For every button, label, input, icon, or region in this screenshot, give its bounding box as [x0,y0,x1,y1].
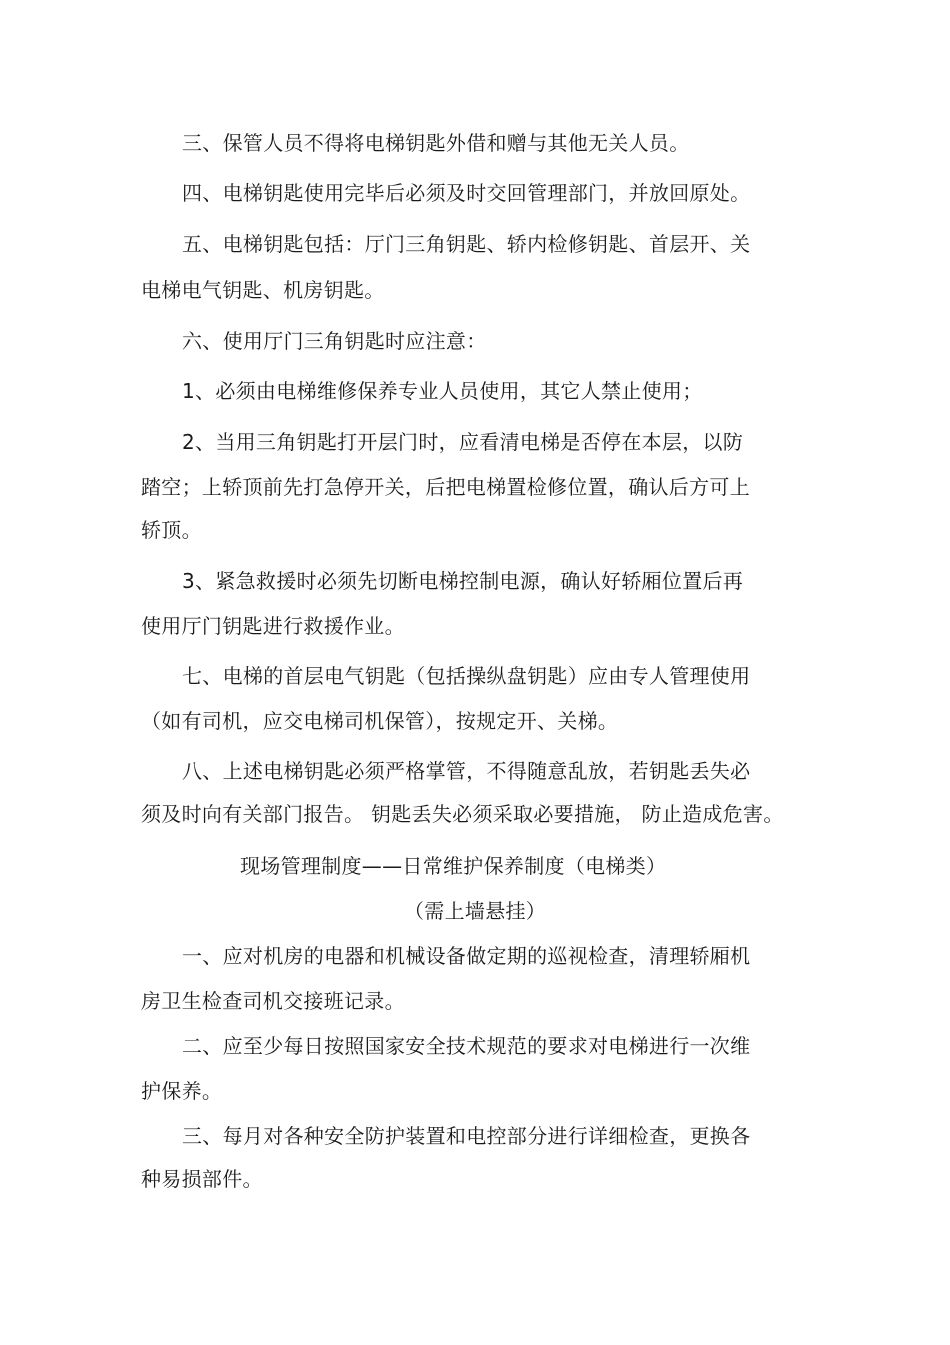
paragraph-line: 电梯电气钥匙、机房钥匙。 [141,278,385,302]
paragraph-line: 六、使用厅门三角钥匙时应注意： [182,329,487,353]
paragraph-line: 七、电梯的首层电气钥匙（包括操纵盘钥匙）应由专人管理使用 [182,664,751,688]
paragraph-line: 一、应对机房的电器和机械设备做定期的巡视检查，清理轿厢机 [182,944,751,968]
paragraph-line: 三、每月对各种安全防护装置和电控部分进行详细检查，更换各 [182,1124,751,1148]
paragraph-line: （如有司机，应交电梯司机保管），按规定开、关梯。 [141,709,619,733]
paragraph-line: 四、电梯钥匙使用完毕后必须及时交回管理部门，并放回原处。 [182,181,751,205]
paragraph-line: 踏空；上轿顶前先打急停开关，后把电梯置检修位置，确认后方可上 [141,475,750,499]
paragraph-line: 1、必须由电梯维修保养专业人员使用，其它人禁止使用； [182,379,703,403]
paragraph-line: 轿顶。 [141,518,202,542]
paragraph-line: 使用厅门钥匙进行救援作业。 [141,614,405,638]
paragraph-line: 房卫生检查司机交接班记录。 [141,989,405,1013]
paragraph-line: 种易损部件。 [141,1167,263,1191]
paragraph-line: 五、电梯钥匙包括：厅门三角钥匙、轿内检修钥匙、首层开、关 [182,232,751,256]
paragraph-line: 2、当用三角钥匙打开层门时，应看清电梯是否停在本层，以防 [182,430,744,454]
section-subtitle: （需上墙悬挂） [404,899,547,923]
paragraph-line: 护保养。 [141,1079,223,1103]
paragraph-line: 须及时向有关部门报告。 钥匙丢失必须采取必要措施， 防止造成危害。 [141,802,784,826]
paragraph-line: 八、上述电梯钥匙必须严格掌管，不得随意乱放，若钥匙丢失必 [182,759,751,783]
section-title: 现场管理制度——日常维护保养制度（电梯类） [240,854,667,878]
paragraph-line: 三、保管人员不得将电梯钥匙外借和赠与其他无关人员。 [182,131,690,155]
paragraph-line: 3、紧急救援时必须先切断电梯控制电源，确认好轿厢位置后再 [182,569,744,593]
paragraph-line: 二、应至少每日按照国家安全技术规范的要求对电梯进行一次维 [182,1034,751,1058]
